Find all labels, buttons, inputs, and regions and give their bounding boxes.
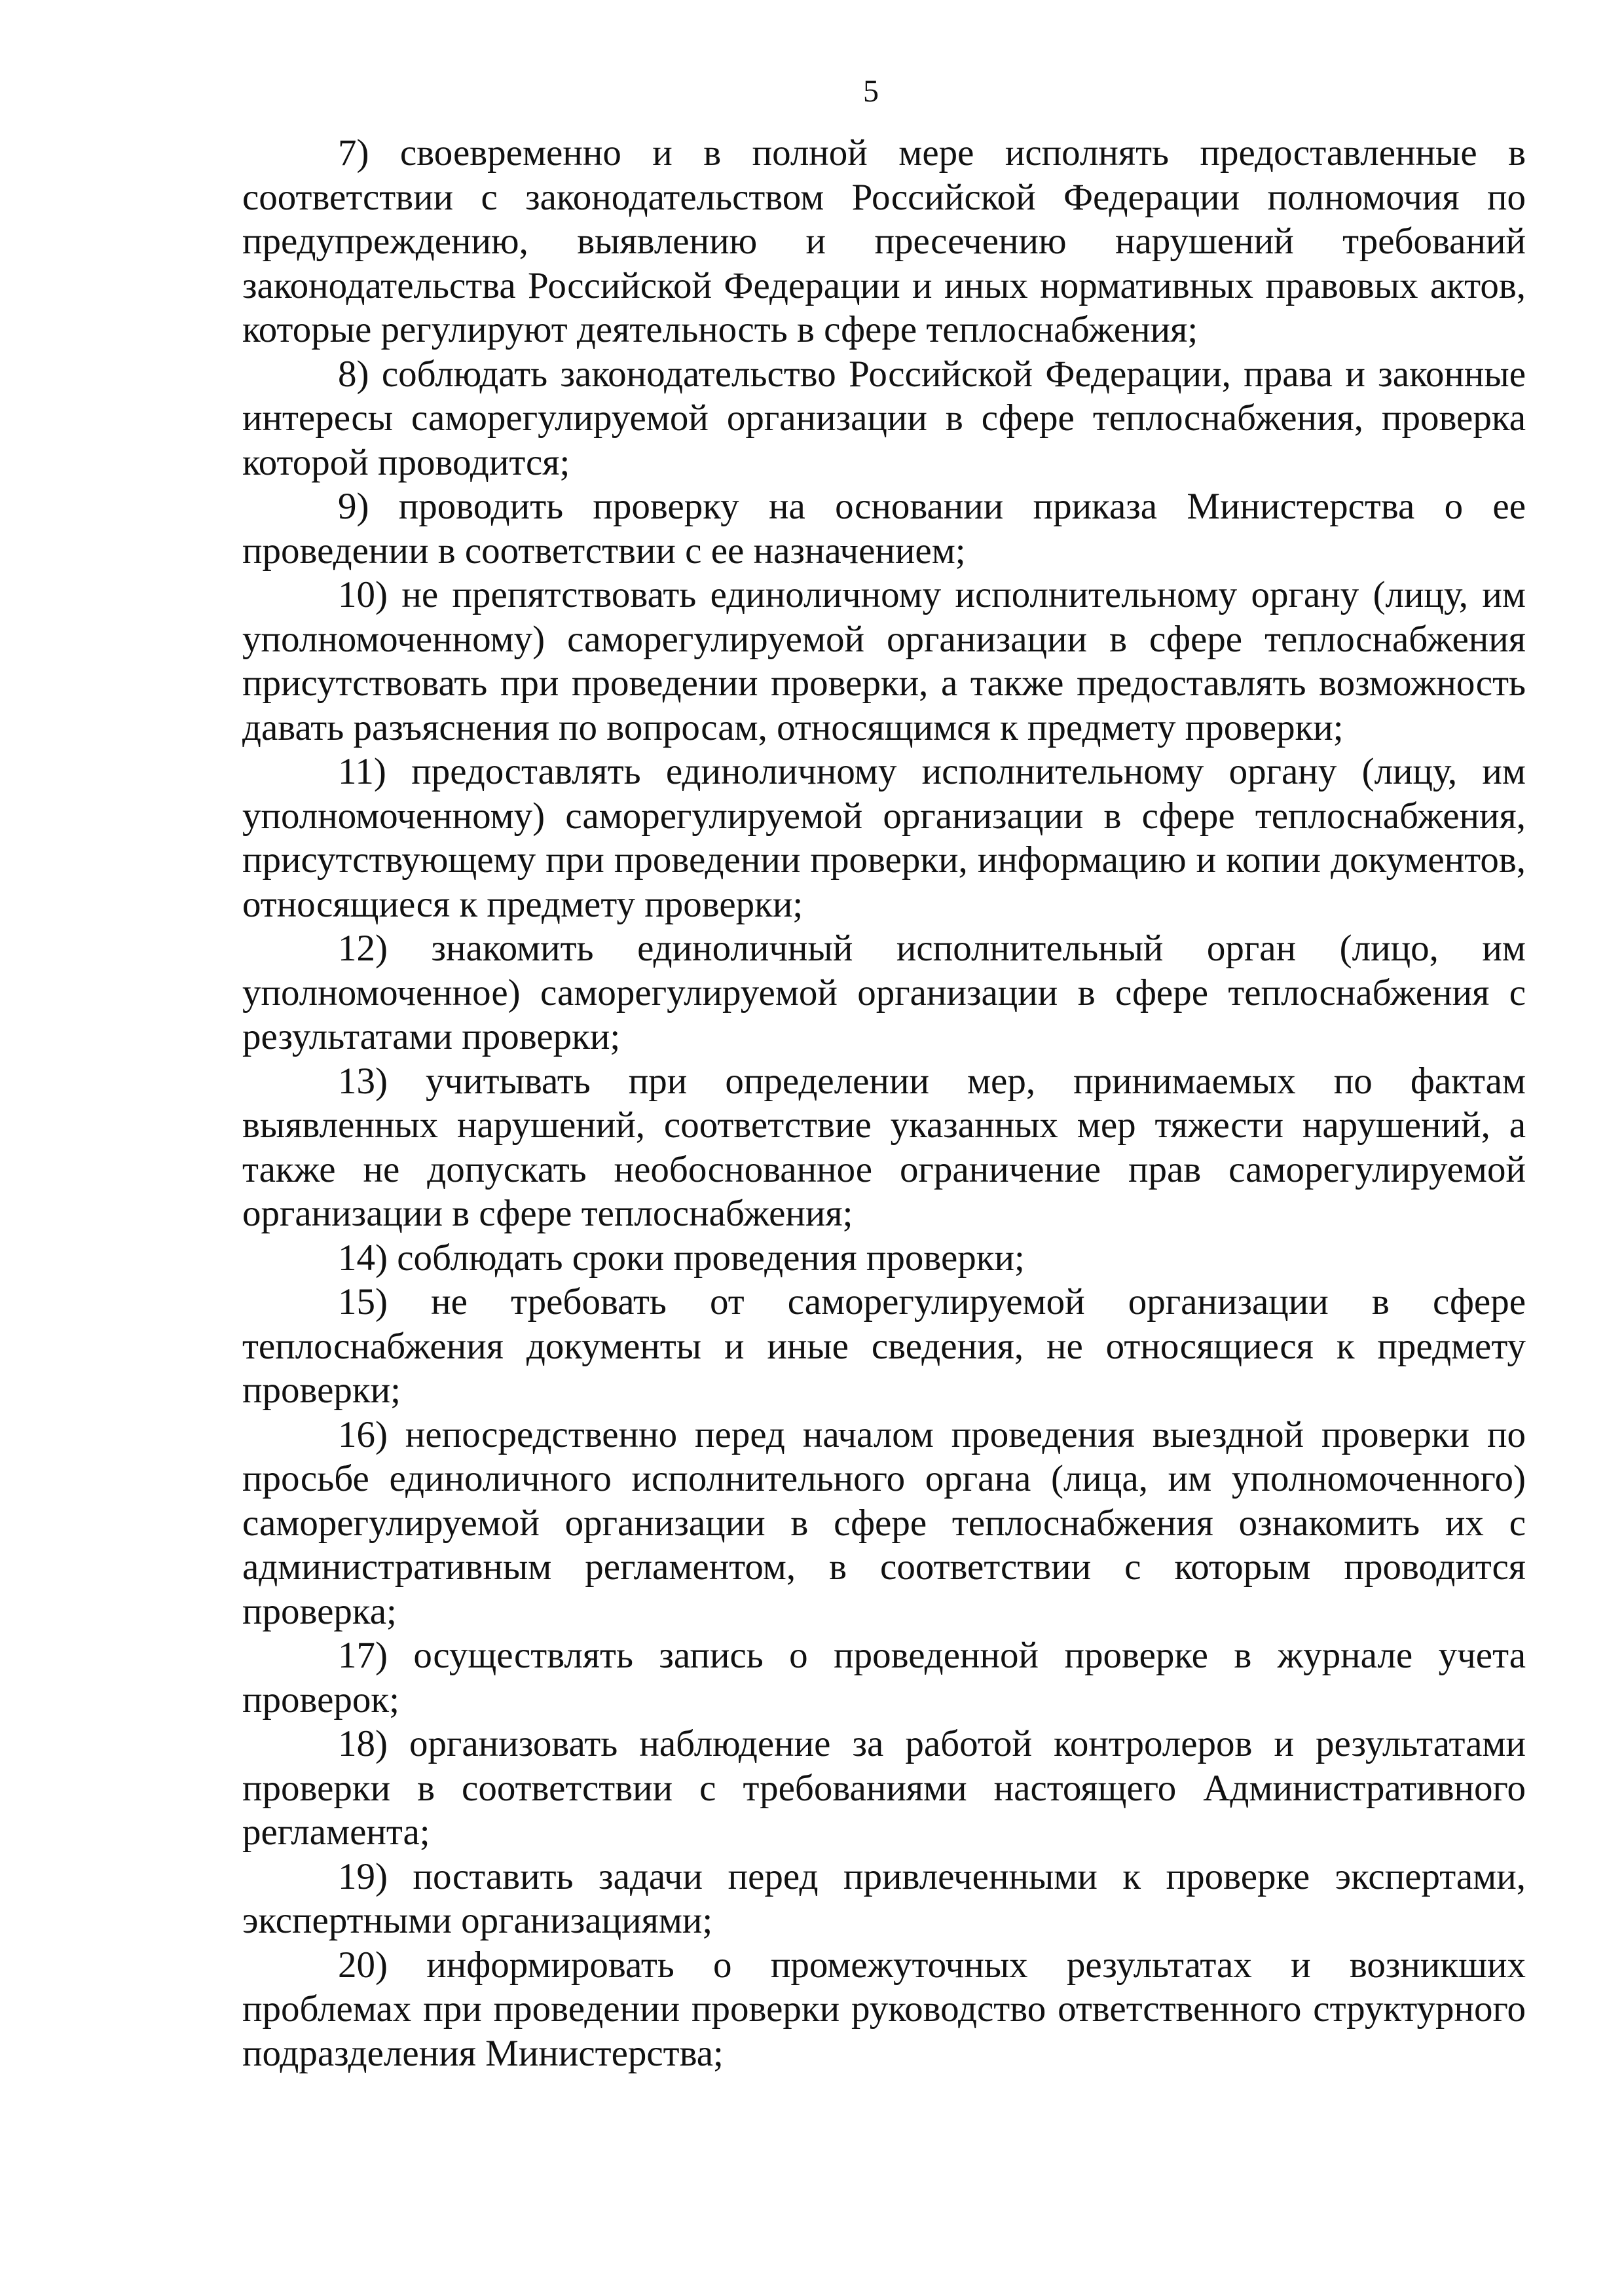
paragraph-item-15: 15) не требовать от саморегулируемой организации в сфере теплоснабжения документы и иные сведения, не относящиеся к предмету проверки; [242, 1281, 1526, 1411]
paragraph-item-14: 14) соблюдать сроки проведения проверки; [338, 1237, 1025, 1279]
paragraph-item-16: 16) непосредственно перед началом проведения выездной проверки по просьбе единоличного исполнительного органа (лица, им уполномоченного) саморегулируемой организации в сфере теплоснабжения ознакомить их с административным регламентом, в соответствии с которым проводится проверка; [242, 1413, 1526, 1632]
paragraph-item-12: 12) знакомить единоличный исполнительный орган (лицо, им уполномоченное) саморегулируемой организации в сфере теплоснабжения с результатами проверки; [242, 928, 1526, 1057]
paragraph-item-13: 13) учитывать при определении мер, принимаемых по фактам выявленных нарушений, соответствие указанных мер тяжести нарушений, а также не допускать необоснованное ограничение прав саморегулируемой организации в сфере теплоснабжения; [242, 1060, 1526, 1234]
page-number: 5 [863, 74, 879, 109]
paragraph-item-9: 9) проводить проверку на основании приказа Министерства о ее проведении в соответствии с ее назначением; [242, 486, 1526, 572]
paragraph-item-20: 20) информировать о промежуточных результатах и возникших проблемах при проведении проверки руководство ответственного структурного подразделения Министерства; [242, 1944, 1526, 2074]
paragraph-item-18: 18) организовать наблюдение за работой контролеров и результатами проверки в соответствии с требованиями настоящего Административного регламента; [242, 1723, 1526, 1853]
document-body [242, 131, 1526, 2075]
paragraph-item-10: 10) не препятствовать единоличному исполнительному органу (лицу, им уполномоченному) саморегулируемой организации в сфере теплоснабжения присутствовать при проведении проверки, а также предоставлять возможность давать разъяснения по вопросам, относящимся к предмету проверки; [242, 574, 1526, 748]
paragraph-item-17: 17) осуществлять запись о проведенной проверке в журнале учета проверок; [242, 1635, 1526, 1721]
paragraph-item-19: 19) поставить задачи перед привлеченными к проверке экспертами, экспертными организациями; [242, 1855, 1526, 1941]
paragraph-item-8: 8) соблюдать законодательство Российской Федерации, права и законные интересы саморегулируемой организации в сфере теплоснабжения, проверка которой проводится; [242, 353, 1526, 483]
paragraph-item-7: 7) своевременно и в полной мере исполнять предоставленные в соответствии с законодательством Российской Федерации полномочия по предупреждению, выявлению и пресечению нарушений требований законодательства Российской Федерации и иных нормативных правовых актов, которые регулируют деятельность в сфере теплоснабжения; [242, 132, 1526, 350]
paragraph-item-11: 11) предоставлять единоличному исполнительному органу (лицу, им уполномоченному) саморегулируемой организации в сфере теплоснабжения, присутствующему при проведении проверки, информацию и копии документов, относящиеся к предмету проверки; [242, 751, 1526, 925]
